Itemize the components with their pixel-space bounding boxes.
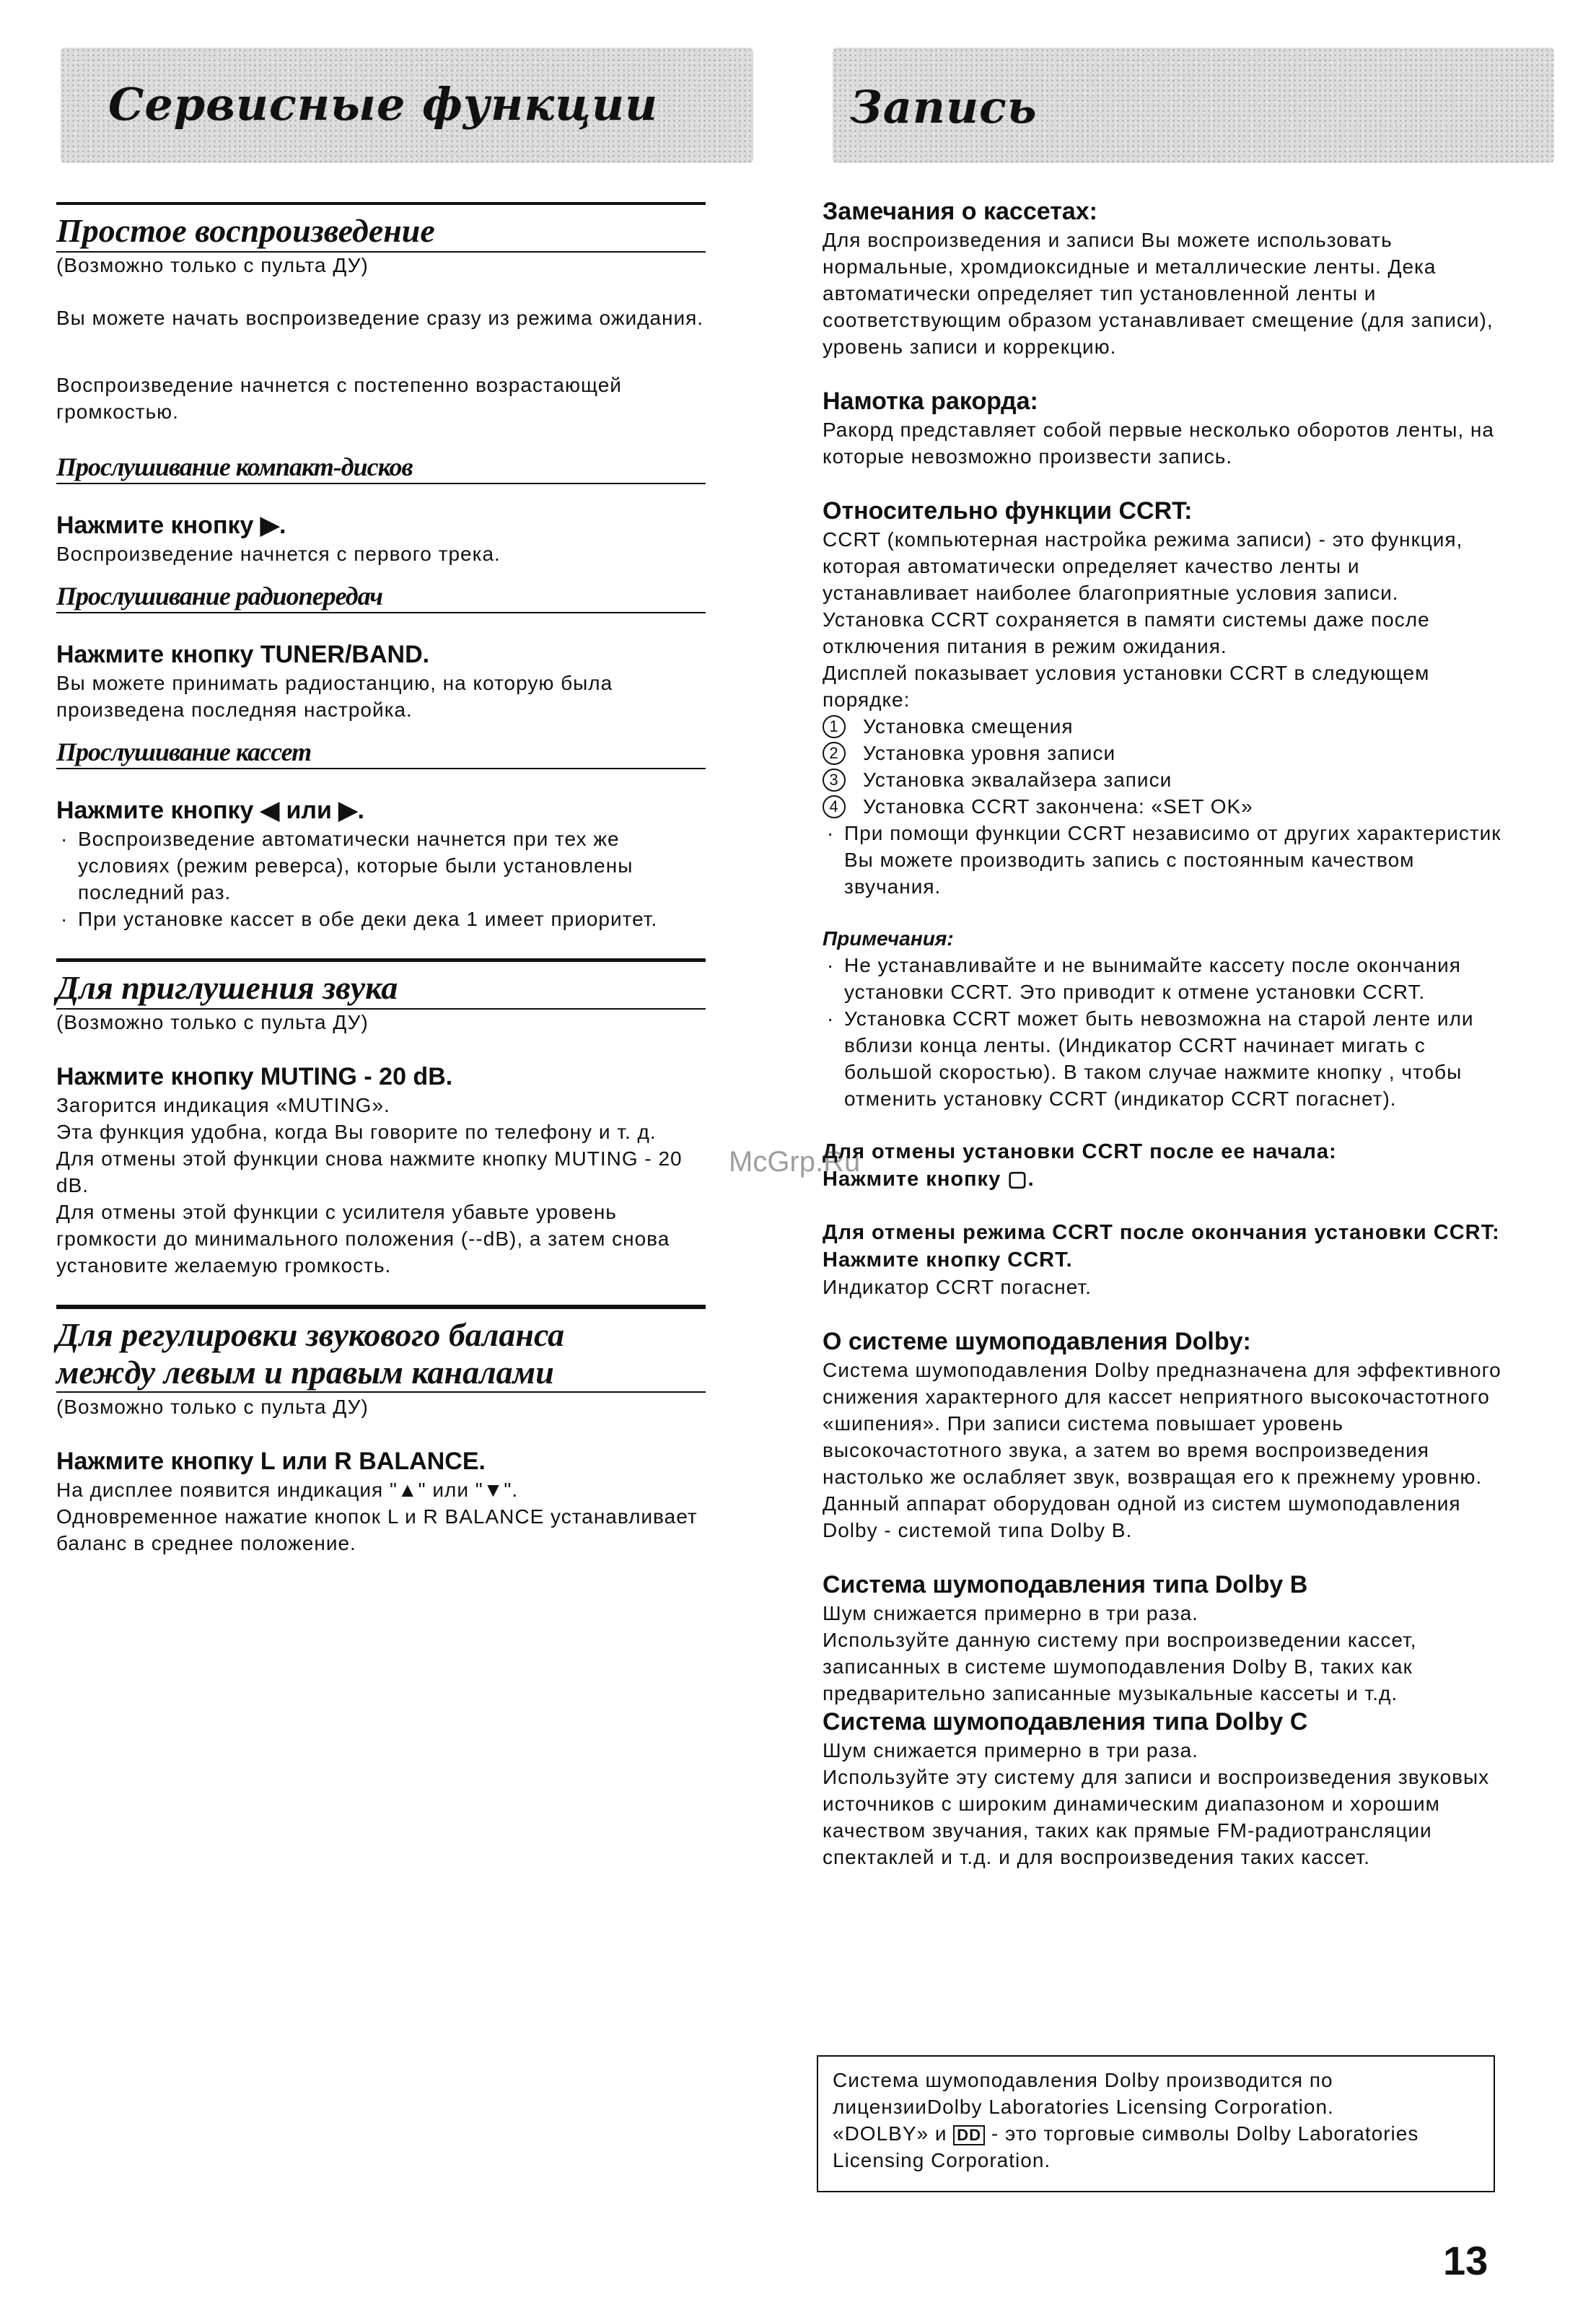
license-trademark <box>833 2120 1479 2174</box>
remote-only-note: (Возможно только с пульта ДУ) <box>56 1396 369 1418</box>
bullet-item: · Воспроизведение автоматически начнется при тех же условиях (режим реверса), которые были установлены последний раз. <box>56 826 706 906</box>
ccrt-info <box>823 496 1508 900</box>
step-text: Установка уровня записи <box>863 742 1116 764</box>
paragraph: Индикатор CCRT погаснет. <box>823 1276 1092 1298</box>
dolby-b-info <box>823 1570 1508 1707</box>
paragraph: На дисплее появится индикация "▲" или "▼". <box>56 1479 519 1501</box>
subsection-title: Прослушивание кассет <box>56 736 706 769</box>
cancel-after-setup <box>823 1219 1508 1300</box>
section-title: Простое воспроизведение <box>56 202 706 253</box>
paragraph: Вы можете принимать радиостанцию, на которую была произведена последняя настройка. <box>56 672 613 721</box>
bullet-item: · Установка CCRT может быть невозможна на старой ленте или вблизи конца ленты. (Индикатор CCRT начинает мигать с большой скоростью). В таком случае нажмите кнопку , чтобы отменить установку CCRT (индикатор CCRT погаснет). <box>823 1005 1508 1112</box>
license-text-b: - это торговые символы Dolby Laboratories Licensing Corporation. <box>833 2122 1419 2171</box>
step-number: 4 <box>823 795 846 818</box>
section-title: Для приглушения звука <box>56 958 706 1010</box>
dolby-dd-logo: DD <box>953 2125 985 2145</box>
dolby-info <box>823 1326 1508 1544</box>
subsection-title: Прослушивание радиопередач <box>56 580 706 613</box>
subsection-radio <box>56 580 706 723</box>
cassette-notes <box>823 196 1508 360</box>
step-number: 1 <box>823 715 846 738</box>
dolby-c-info <box>823 1707 1508 1870</box>
step-item <box>823 740 1508 766</box>
instruction-heading: Нажмите кнопку L или R BALANCE. <box>56 1448 486 1475</box>
paragraph: Установка CCRT сохраняется в памяти системы даже после отключения питания в режим ожидания. <box>823 608 1430 657</box>
step-text: Установка CCRT закончена: «SET OK» <box>863 795 1253 818</box>
paragraph: Загорится индикация «MUTING». <box>56 1094 390 1116</box>
step-item <box>823 793 1508 820</box>
step-text: Установка смещения <box>863 715 1074 738</box>
step-text: Установка эквалайзера записи <box>863 769 1172 791</box>
step-number: 2 <box>823 742 846 765</box>
instruction-heading: Нажмите кнопку MUTING - 20 dB. <box>56 1063 453 1090</box>
subsection-title: Прослушивание компакт-дисков <box>56 451 706 484</box>
subsection-tape <box>56 736 706 932</box>
topic-heading: Замечания о кассетах: <box>823 198 1098 225</box>
paragraph: Шум снижается примерно в три раза. <box>823 1739 1198 1762</box>
instruction-heading: Нажмите кнопку ◀ или ▶. <box>56 797 364 824</box>
license-text-a: «DOLBY» и <box>833 2122 947 2145</box>
page-number: 13 <box>1443 2238 1488 2283</box>
paragraph: Для воспроизведения и записи Вы можете использовать нормальные, хромдиоксидные и металлические ленты. Дека автоматически определяет тип установленной ленты и соответствующим образом устанавливает смещение (для записи), уровень записи и коррекцию. <box>823 229 1494 358</box>
paragraph: Для отмены этой функции с усилителя убавьте уровень громкости до минимального положения (--dB), а затем снова установите желаемую громкость. <box>56 1201 670 1277</box>
topic-heading: Относительно функции CCRT: <box>823 497 1193 525</box>
remote-only-note: (Возможно только с пульта ДУ) <box>56 254 369 276</box>
section-muting <box>56 958 706 1279</box>
paragraph: Ракорд представляет собой первые несколько оборотов ленты, на которые невозможно произвести запись. <box>823 419 1494 468</box>
step-item <box>823 766 1508 793</box>
section-simple-play <box>56 202 706 425</box>
paragraph: Воспроизведение начнется с постепенно возрастающей громкостью. <box>56 374 622 423</box>
section-balance <box>56 1305 706 1557</box>
paragraph: Эта функция удобна, когда Вы говорите по телефону и т. д. <box>56 1121 657 1143</box>
topic-heading: Система шумоподавления типа Dolby B <box>823 1571 1308 1598</box>
cancel-heading: Для отмены установки CCRT после ее начала: <box>823 1140 1337 1163</box>
bullet-item: · При помощи функции CCRT независимо от других характеристик Вы можете производить запись с постоянным качеством звучания. <box>823 820 1508 900</box>
paragraph: Используйте эту систему для записи и воспроизведения звуковых источников с широким динамическим диапазоном и хорошим качеством звучания, таких как прямые FM-радиотрансляции спектаклей и т.д. и для воспроизведения таких кассет. <box>823 1766 1490 1868</box>
paragraph: Используйте данную систему при воспроизведении кассет, записанных в системе шумоподавления Dolby B, таких как предварительно записанные музыкальные кассеты и т.д. <box>823 1629 1417 1704</box>
paragraph: Вы можете начать воспроизведение сразу из режима ожидания. <box>56 307 704 329</box>
notes <box>823 926 1508 1112</box>
left-column <box>56 202 706 1557</box>
cancel-instruction: Нажмите кнопку CCRT. <box>823 1248 1073 1272</box>
subsection-cd <box>56 451 706 567</box>
paragraph: Одновременное нажатие кнопок L и R BALANCE устанавливает баланс в среднее положение. <box>56 1505 698 1554</box>
left-banner-title: Сервисные функции <box>108 78 659 131</box>
dolby-license-box <box>817 2055 1495 2192</box>
cancel-instruction: Нажмите кнопку ▢. <box>823 1168 1035 1191</box>
instruction-heading: Нажмите кнопку ▶. <box>56 512 286 539</box>
paragraph: Дисплей показывает условия установки CCRT в следующем порядке: <box>823 662 1430 711</box>
step-number: 3 <box>823 769 846 792</box>
paragraph: CCRT (компьютерная настройка режима записи) - это функция, которая автоматически определяет качество ленты и устанавливает наиболее благоприятные условия записи. <box>823 528 1463 604</box>
watermark: McGrp.Ru <box>729 1146 861 1178</box>
section-title-line1: Для регулировки звукового баланса <box>56 1316 565 1353</box>
topic-heading: Намотка ракорда: <box>823 388 1038 415</box>
paragraph: Воспроизведение начнется с первого трека. <box>56 543 501 565</box>
section-title <box>56 1305 706 1394</box>
step-item <box>823 713 1508 740</box>
bullet-item: · Не устанавливайте и не вынимайте кассету после окончания установки CCRT. Это приводит к отмене установки CCRT. <box>823 952 1508 1005</box>
topic-heading: О системе шумоподавления Dolby: <box>823 1328 1251 1355</box>
paragraph: Шум снижается примерно в три раза. <box>823 1602 1198 1624</box>
topic-heading: Система шумоподавления типа Dolby C <box>823 1708 1308 1736</box>
paragraph: Для отмены этой функции снова нажмите кнопку MUTING - 20 dB. <box>56 1147 683 1196</box>
notes-label: Примечания: <box>823 927 954 950</box>
bullet-item: · При установке кассет в обе деки дека 1 имеет приоритет. <box>56 906 706 932</box>
paragraph: Система шумоподавления Dolby предназначена для эффективного снижения характерного для кассет неприятного высокочастотного «шипения». При записи система повышает уровень высокочастотного звука, а затем во время воспроизведения настолько же ослабляет звук, возвращая его к прежнему уровню. Данный аппарат оборудован одной из систем шумоподавления Dolby - системой типа Dolby B. <box>823 1359 1501 1541</box>
instruction-heading: Нажмите кнопку TUNER/BAND. <box>56 641 430 668</box>
right-banner-title: Запись <box>850 81 1038 134</box>
section-title-line2: между левым и правым каналами <box>56 1354 706 1393</box>
license-text: Система шумоподавления Dolby производится по лицензииDolby Laboratories Licensing Corporation. <box>833 2069 1334 2118</box>
right-column <box>823 196 1508 1870</box>
remote-only-note: (Возможно только с пульта ДУ) <box>56 1011 369 1033</box>
leader-tape <box>823 386 1508 470</box>
cancel-during-setup <box>823 1138 1508 1193</box>
cancel-heading: Для отмены режима CCRT после окончания установки CCRT: <box>823 1221 1500 1244</box>
